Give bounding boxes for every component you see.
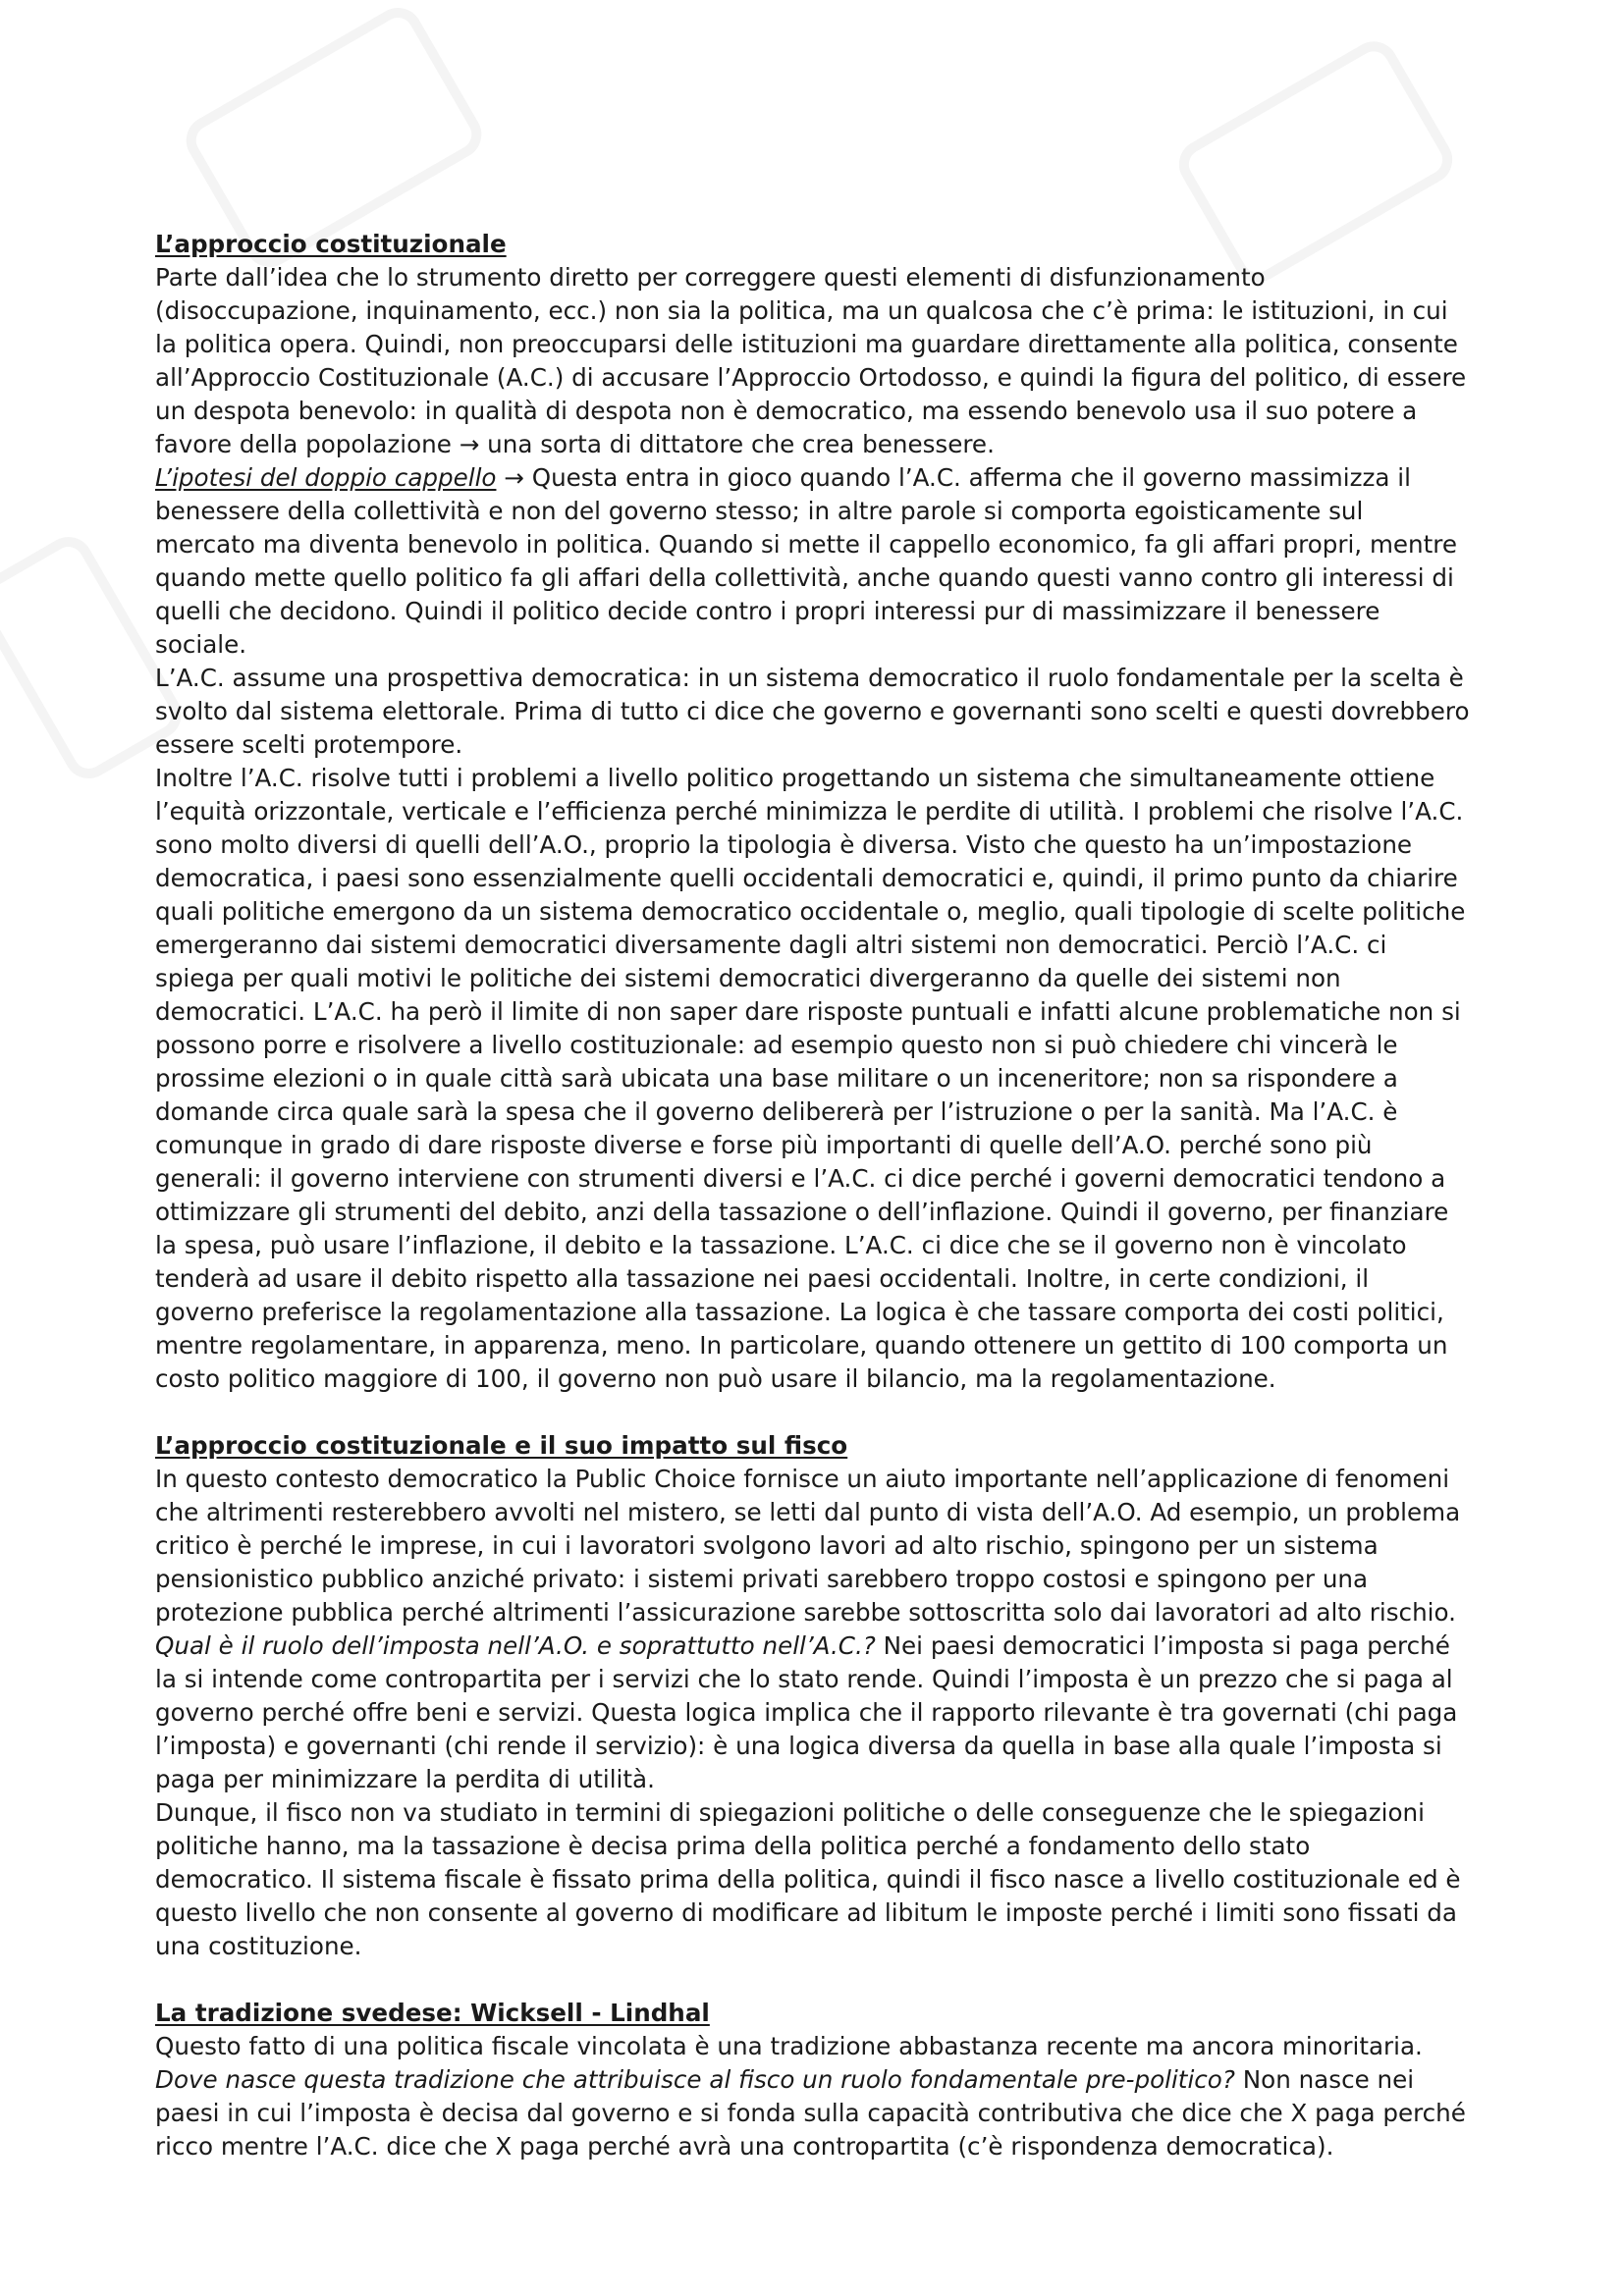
paragraph: Dunque, il fisco non va studiato in termini di spiegazioni politiche o delle conseguenze che le spiegazioni politiche hanno, ma la tassazione è decisa prima della politica perché a fondamento dello stato democratico. Il sistema fiscale è fissato prima della politica, quindi il fisco nasce a livello costituzionale ed è questo livello che non consente al governo di modificare ad libitum le imposte perché i limiti sono fissati da una costituzione. — [155, 1798, 1461, 1960]
section-heading-impatto-fisco: L’approccio costituzionale e il suo impatto sul fisco — [155, 1431, 848, 1460]
paragraph: Questo fatto di una politica fiscale vincolata è una tradizione abbastanza recente ma ancora minoritaria. — [155, 2032, 1423, 2060]
paragraph: In questo contesto democratico la Public Choice fornisce un aiuto importante nell’applicazione di fenomeni che altrimenti resterebbero avvolti nel mistero, se letti dal punto di vista dell’A.O. Ad esempio, un problema critico è perché le imprese, in cui i lavoratori svolgono lavori ad alto rischio, spingono per un sistema pensionistico pubblico anziché privato: i sistemi privati sarebbero troppo costosi e spingono per una protezione pubblica perché altrimenti l’assicurazione sarebbe sottoscritta solo dai lavoratori ad alto rischio. — [155, 1465, 1461, 1627]
paragraph-text: una sorta di dittatore che crea benessere. — [487, 430, 995, 458]
arrow-right-icon: → — [459, 430, 480, 458]
paragraph: Inoltre l’A.C. risolve tutti i problemi a livello politico progettando un sistema che simultaneamente ottiene l’equità orizzontale, verticale e l’efficienza perché minimizza le perdite di utilità. I problemi che risolve l’A.C. sono molto diversi di quelli dell’A.O., proprio la tipologia è diversa. Visto che questo ha un’impostazione democratica, i paesi sono essenzialmente quelli occidentali democratici e, quindi, il primo punto da chiarire quali politiche emergono da un sistema democratico occidentale o, meglio, quali tipologie di scelte politiche emergeranno dai sistemi democratici diversamente dagli altri sistemi non democratici. Perciò l’A.C. ci spiega per quali motivi le politiche dei sistemi democratici divergeranno da quelle dei sistemi non democratici. L’A.C. ha però il limite di non saper dare risposte puntuali e infatti alcune problematiche non si possono porre e risolvere a livello costituzionale: ad esempio questo non si può chiedere chi vincerà le prossime elezioni o in quale città sarà ubicata una base militare o un inceneritore; non sa rispondere a domande circa quale sarà la spesa che il governo delibererà per l’istruzione o per la sanità. Ma l’A.C. è comunque in grado di dare risposte diverse e forse più importanti di quelle dell’A.O. perché sono più generali: il governo interviene con strumenti diversi e l’A.C. ci dice perché i governi democratici tendono a ottimizzare gli strumenti del debito, anzi della tassazione o dell’inflazione. Quindi il governo, per finanziare la spesa, può usare l’inflazione, il debito e la tassazione. L’A.C. ci dice che se il governo non è vincolato tenderà ad usare il debito rispetto alla tassazione nei paesi occidentali. Inoltre, in certe condizioni, il governo preferisce la regolamentazione alla tassazione. La logica è che tassare comporta dei costi politici, mentre regolamentare, in apparenza, meno. In particolare, quando ottenere un gettito di 100 comporta un costo politico maggiore di 100, il governo non può usare il bilancio, ma la regolamentazione. — [155, 764, 1466, 1393]
italic-lead-doppio-cappello: L’ipotesi del doppio cappello — [155, 463, 497, 492]
paragraph-text: Nei paesi democratici l’imposta si paga perché la si intende come contropartita per i servizi che lo stato rende. Quindi l’imposta è un prezzo che si paga al governo perché offre beni e servizi. Questa logica implica che il rapporto rilevante è tra governati (chi paga l’imposta) e governanti (chi rende il servizio): è una logica diversa da quella in base alla quale l’imposta si paga per minimizzare la perdita di utilità. — [155, 1631, 1458, 1793]
spacer — [155, 1963, 1471, 1997]
section-heading-tradizione-svedese: La tradizione svedese: Wicksell - Lindhal — [155, 1999, 710, 2027]
paragraph — [155, 1629, 1471, 1796]
paragraph — [155, 2063, 1471, 2163]
paragraph: L’A.C. assume una prospettiva democratica: in un sistema democratico il ruolo fondamentale per la scelta è svolto dal sistema elettorale. Prima di tutto ci dice che governo e governanti sono scelti e questi dovrebbero essere scelti protempore. — [155, 664, 1470, 759]
document-page — [155, 228, 1471, 2163]
paragraph-text: Parte dall’idea che lo strumento diretto per correggere questi elementi di disfunzionamento (disoccupazione, inquinamento, ecc.) non sia la politica, ma un qualcosa che c’è prima: le istituzioni, in cui la politica opera. Quindi, non preoccuparsi delle istituzioni ma guardare direttamente alla politica, consente all’Approccio Costituzionale (A.C.) di accusare l’Approccio Ortodosso, e quindi la figura del politico, di essere un despota benevolo: in qualità di despota non è democratico, ma essendo benevolo usa il suo potere a favore della popolazione — [155, 263, 1467, 458]
italic-question: Dove nasce questa tradizione che attribuisce al fisco un ruolo fondamentale pre-politico? — [155, 2065, 1235, 2094]
paragraph-text: Non nasce nei paesi in cui l’imposta è decisa dal governo e si fonda sulla capacità contributiva che dice che X paga perché ricco mentre l’A.C. dice che X paga perché avrà una contropartita (c’è rispondenza democratica). — [155, 2065, 1466, 2161]
italic-question: Qual è il ruolo dell’imposta nell’A.O. e soprattutto nell’A.C.? — [155, 1631, 876, 1660]
section-heading-approccio-costituzionale: L’approccio costituzionale — [155, 230, 507, 258]
paragraph — [155, 461, 1471, 662]
paragraph — [155, 261, 1471, 461]
paragraph-text: Questa entra in gioco quando l’A.C. afferma che il governo massimizza il benessere della collettività e non del governo stesso; in altre parole si comporta egoisticamente sul mercato ma diventa benevolo in politica. Quando si mette il cappello economico, fa gli affari propri, mentre quando mette quello politico fa gli affari della collettività, anche quando questi vanno contro gli interessi di quelli che decidono. Quindi il politico decide contro i propri interessi pur di massimizzare il benessere sociale. — [155, 463, 1457, 659]
spacer — [155, 1396, 1471, 1429]
arrow-right-icon: → — [504, 463, 524, 492]
